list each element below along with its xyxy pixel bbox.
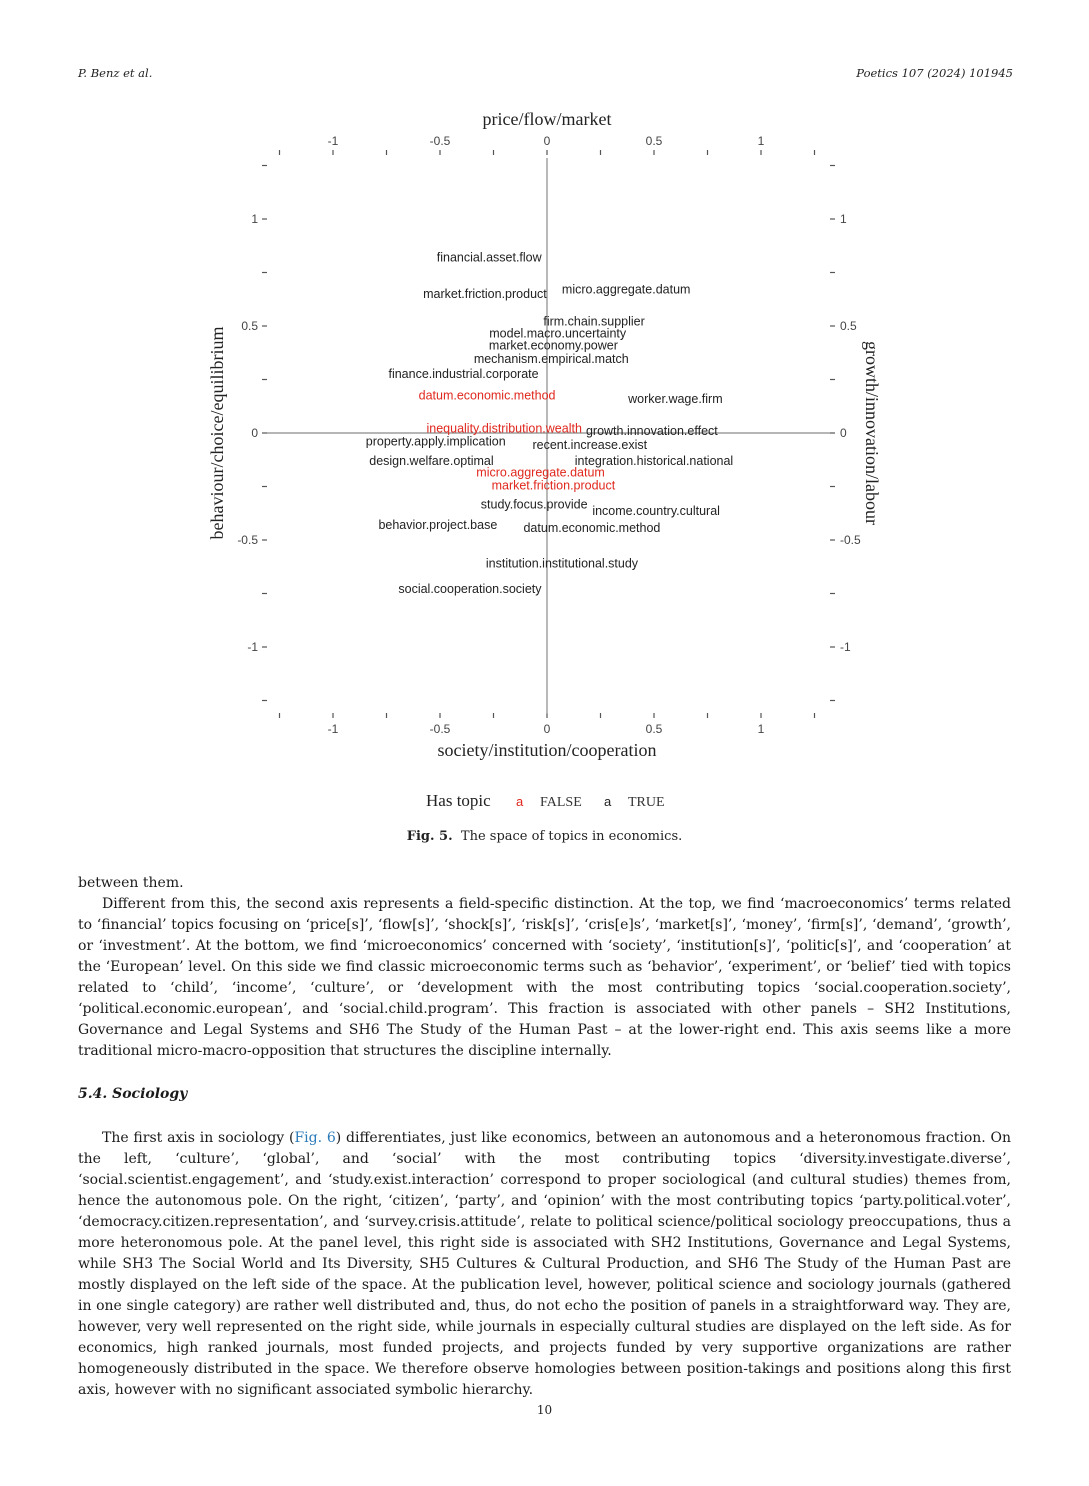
paragraph-sociology — [78, 1128, 1011, 1401]
y-tick-label-left: 0.5 — [241, 319, 258, 333]
y-tick-label-left: 0 — [251, 426, 258, 440]
topic-space-chart — [0, 100, 1089, 820]
body-text-lower — [78, 1128, 1011, 1401]
y-tick-label-left: -0.5 — [237, 533, 258, 547]
term-label: datum.economic.method — [523, 521, 661, 536]
x-tick-label-bottom: 0 — [543, 722, 551, 736]
legend-entry-label: FALSE — [540, 795, 582, 810]
legend-title: Has topic — [426, 791, 491, 810]
y-tick-label-right: 0.5 — [840, 319, 857, 333]
right-axis-title: growth/innovation/labour — [862, 341, 882, 525]
term-label: inequality.distribution.wealth — [426, 421, 582, 436]
body-text-upper — [78, 873, 1011, 1062]
term-label: study.focus.provide — [480, 497, 588, 512]
term-label: social.cooperation.society — [398, 582, 542, 597]
term-label: worker.wage.firm — [628, 391, 723, 406]
term-label: integration.historical.national — [574, 453, 734, 468]
y-tick-label-right: 1 — [840, 212, 847, 226]
term-label: institution.institutional.study — [485, 556, 639, 571]
x-tick-label-top: 1 — [757, 134, 765, 148]
x-tick-label-bottom: -1 — [327, 722, 339, 736]
page-number: 10 — [536, 1403, 553, 1417]
term-label: micro.aggregate.datum — [476, 465, 605, 480]
top-axis-title: price/flow/market — [482, 109, 612, 129]
origin-lines — [267, 158, 830, 714]
legend — [426, 791, 665, 810]
paragraph-continuation: between them. — [78, 875, 184, 891]
term-label: datum.economic.method — [418, 388, 556, 403]
x-tick-label-top: 0 — [543, 134, 551, 148]
x-tick-label-bottom: 0.5 — [645, 722, 663, 736]
paragraph-sociology-start: The first axis in sociology ( — [102, 1130, 295, 1146]
figure-caption-text: The space of topics in economics. — [460, 829, 683, 844]
term-labels — [366, 251, 733, 597]
term-label: growth.innovation.effect — [585, 423, 718, 438]
term-label: behavior.project.base — [378, 518, 498, 533]
y-tick-label-left: 1 — [251, 212, 258, 226]
term-label: mechanism.empirical.match — [473, 352, 629, 367]
paragraph-second-axis: Different from this, the second axis represents a field-specific distinction. At the top, we find ‘macroeconomics’ terms related to ‘financial’ topics focusing on ‘price[s]’, ‘flow[s]’, ‘shock[s]’, ‘risk[s]’, ‘cris[e]s’, ‘market[s]’, ‘money’, ‘firm[s]’, ‘demand’, ‘growth’, or ‘investment’. At the bottom, we find ‘microeconomics’ concerned with ‘society’, ‘institution[s]’, ‘politic[s]’, and ‘cooperation’ at the ‘European’ level. On this side we find classic microeconomic terms such as ‘behavior’, ‘experiment’, or ‘belief’ tied with topics related to ‘child’, ‘income’, ‘culture’, or ‘development with the most contributing topics ‘social.cooperation.society’, ‘political.economic.european’, and ‘social.child.program’. This fraction is associated with other panels – SH2 Institutions, Governance and Legal Systems and SH6 The Study of the Human Past – at the lower-right end. This axis seems like a more traditional micro-macro-opposition that structures the discipline internally. — [78, 896, 1011, 1059]
y-tick-label-right: -0.5 — [840, 533, 861, 547]
term-label: design.welfare.optimal — [369, 453, 494, 468]
figure-caption — [0, 829, 1089, 844]
term-label: income.country.cultural — [592, 504, 720, 519]
section-heading: 5.4. Sociology — [78, 1086, 188, 1102]
term-label: model.macro.uncertainty — [489, 326, 627, 341]
term-label: micro.aggregate.datum — [561, 282, 691, 297]
figure-6-link[interactable]: Fig. 6 — [294, 1130, 336, 1146]
running-header-authors: P. Benz et al. — [78, 66, 153, 80]
term-label: recent.increase.exist — [532, 437, 648, 452]
y-tick-label-left: -1 — [247, 640, 258, 654]
bottom-axis-title: society/institution/cooperation — [437, 740, 657, 760]
term-label: market.friction.product — [491, 478, 616, 493]
x-tick-label-top: -0.5 — [429, 134, 451, 148]
figure-caption-label: Fig. 5. — [406, 829, 453, 844]
y-tick-label-right: 0 — [840, 426, 847, 440]
x-tick-label-bottom: 1 — [757, 722, 765, 736]
paragraph-sociology-rest: ) differentiates, just like economics, between an autonomous and a heteronomous fraction. On the left, ‘culture’, ‘global’, and ‘social’ with the most contributing topics ‘diversity.investigate.diverse’, ‘social.scientist.engagement’, and ‘study.exist.interaction’ correspond to proper sociological (and cultural studies) themes from, hence the autonomous pole. On the right, ‘citizen’, ‘party’, and ‘opinion’ with the most contributing topics ‘party.political.voter’, ‘democracy.citizen.representation’, and ‘survey.crisis.attitude’, relate to political science/political sociology preoccupations, thus a more heteronomous pole. At the panel level, this right side is associated with SH2 Institutions, Governance and Legal Systems, while SH3 The Social World and Its Diversity, SH5 Cultures & Cultural Production, and SH6 The Study of the Human Past are mostly displayed on the left side of the space. At the publication level, however, political science and sociology journals (gathered in one single category) are rather well distributed and, thus, do not echo the position of panels in a straightforward way. They are, however, very well represented on the right side, while journals in especially cultural studies are displayed on the left side. As for economics, high ranked journals, most funded projects, and projects funded by very supportive organizations are rather homogeneously distributed in the space. We therefore observe homologies between position-takings and positions along this first axis, however with no significant associated symbolic hierarchy. — [78, 1130, 1012, 1398]
term-label: finance.industrial.corporate — [388, 367, 539, 382]
left-axis-title: behaviour/choice/equilibrium — [207, 326, 227, 540]
term-label: market.friction.product — [423, 286, 547, 301]
term-label: financial.asset.flow — [436, 250, 542, 265]
term-label: property.apply.implication — [365, 434, 506, 449]
legend-key: a — [604, 794, 612, 809]
term-label: firm.chain.supplier — [543, 314, 645, 329]
x-tick-label-bottom: -0.5 — [429, 722, 451, 736]
running-header-journal: Poetics 107 (2024) 101945 — [856, 66, 1013, 80]
x-tick-label-top: 0.5 — [645, 134, 663, 148]
legend-key: a — [516, 794, 524, 809]
y-tick-label-right: -1 — [840, 640, 851, 654]
x-tick-label-top: -1 — [327, 134, 339, 148]
legend-entry-label: TRUE — [628, 795, 665, 810]
term-label: market.economy.power — [488, 338, 618, 353]
